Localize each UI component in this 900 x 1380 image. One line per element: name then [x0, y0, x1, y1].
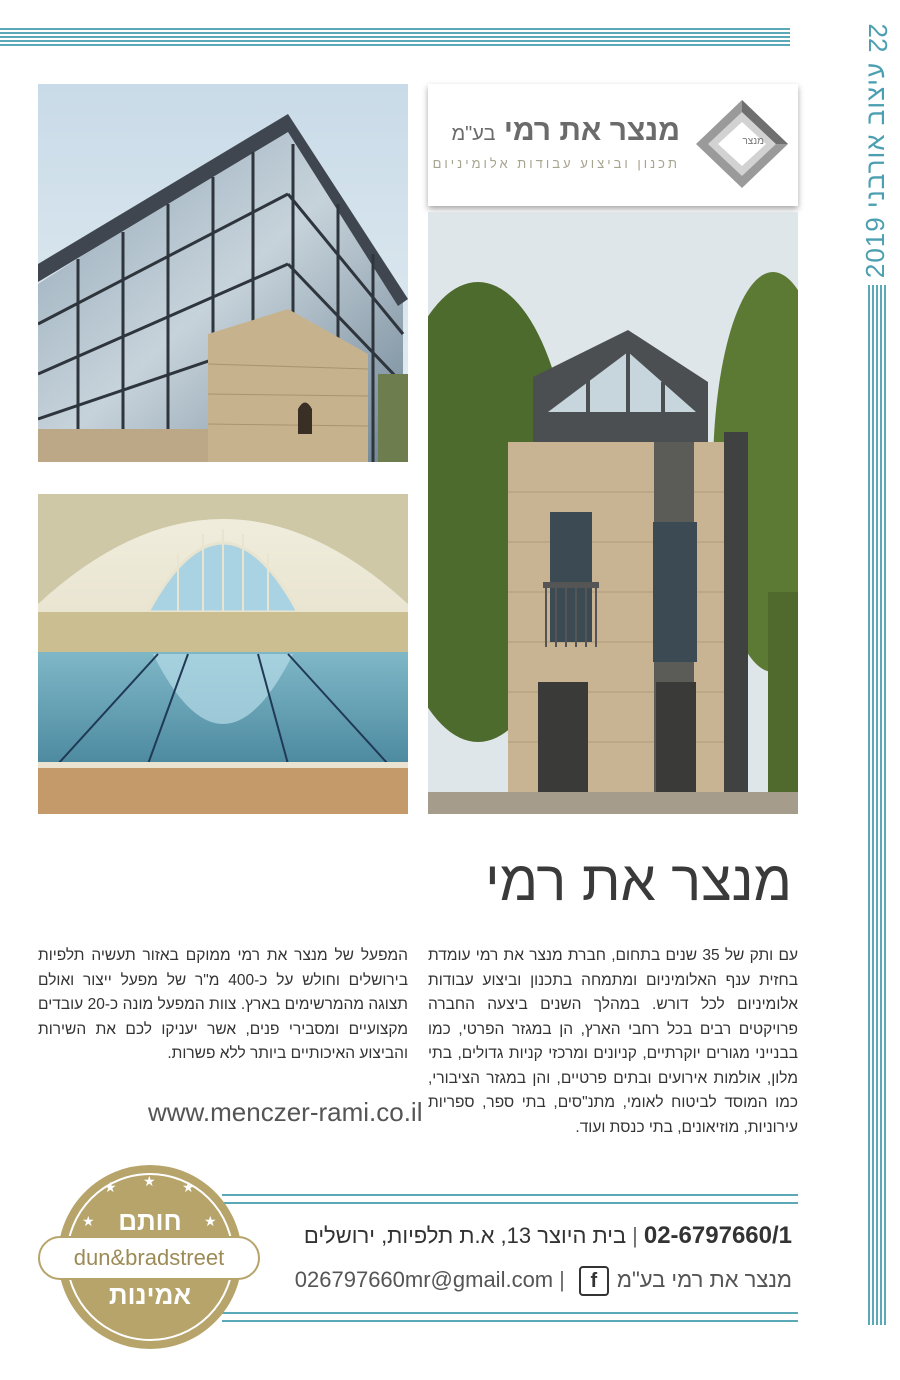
- seal-top-text: חותם: [118, 1206, 182, 1236]
- body-text-left-column: המפעל של מנצר את רמי ממוקם באזור תעשיה תלפיות בירושלים וחולש על כ-400 מ"ר של מפעל ייצור ואולם תצוגה מהמרשימים בארץ. צוות המפעל מונה כ-20 עובדים מקצועיים ומסבירי פנים, אשר יעניקו לכם את השירות והביצוע האיכותיים ביותר ללא פשרות.: [38, 947, 408, 1062]
- swimming-pool-illustration: [38, 494, 408, 814]
- top-stripe: [0, 28, 790, 48]
- logo-tagline: תכנון וביצוע עבודות אלומיניום: [432, 156, 680, 171]
- contact-phone-address: [304, 1222, 792, 1250]
- stone-house-illustration: [428, 212, 798, 814]
- seal-band-text: dun&bradstreet: [38, 1236, 260, 1280]
- logo-company-name: [451, 114, 680, 148]
- phone-number[interactable]: 02-6797660/1: [643, 1222, 792, 1249]
- glass-building-illustration: [38, 84, 408, 462]
- contact-social-email: [295, 1266, 792, 1296]
- logo-name-text: מנצר את רמי: [503, 114, 680, 147]
- contact-bottom-rule: [222, 1312, 798, 1322]
- glass-building-photo: [38, 84, 408, 462]
- star-icon: ★: [104, 1180, 117, 1196]
- page-number: 22: [863, 23, 893, 53]
- email-address[interactable]: 026797660mr@gmail.com: [294, 1266, 554, 1292]
- star-icon: ★: [82, 1214, 95, 1230]
- website-link[interactable]: www.menczer-rami.co.il: [148, 1097, 423, 1127]
- star-icon: ★: [204, 1214, 217, 1230]
- body-text-right-column: עם ותק של 35 שנים בתחום, חברת מנצר את רמי עומדת בחזית ענף האלומיניום ומתמחה בתכנון וביצוע עבודות אלומיניום לכל דורש. במהלך השנים ביצעה החברה פרויקטים רבים בכל רחבי הארץ, הן במגזר הפרטי, כמו בבנייני מגורים יוקרתיים, קניונים ומרכזי קניות גדולים, בתי מלון, אולמות אירועים ובתים פרטיים, והן במגזר הציבורי, כמו המוסד לביטוח לאומי, מתנ"סים, בתי ספר, ספריות עירוניות, מוזיאונים, בתי כנסת ועוד.: [428, 947, 798, 1136]
- separator: |: [559, 1266, 565, 1292]
- logo-suffix: בע"מ: [451, 123, 496, 145]
- section-title: עיצוב אורבני 2019: [860, 61, 890, 279]
- article-title: מנצר את רמי: [485, 849, 792, 912]
- company-logo-card: [428, 84, 798, 206]
- address: בית היוצר 13, א.ת תלפיות, ירושלים: [303, 1223, 627, 1248]
- stone-house-photo: [428, 212, 798, 814]
- star-icon: ★: [182, 1180, 195, 1196]
- separator: |: [632, 1223, 638, 1248]
- contact-top-rule: [222, 1194, 798, 1204]
- swimming-pool-photo: [38, 494, 408, 814]
- star-icon: ★: [143, 1174, 156, 1190]
- seal-bottom-text: אמינות: [108, 1280, 192, 1310]
- side-stripe: [868, 285, 886, 1325]
- facebook-page-name[interactable]: מנצר את רמי בע"מ: [616, 1266, 792, 1292]
- facebook-icon[interactable]: f: [579, 1266, 609, 1296]
- emblem-label: מנצר: [742, 136, 764, 147]
